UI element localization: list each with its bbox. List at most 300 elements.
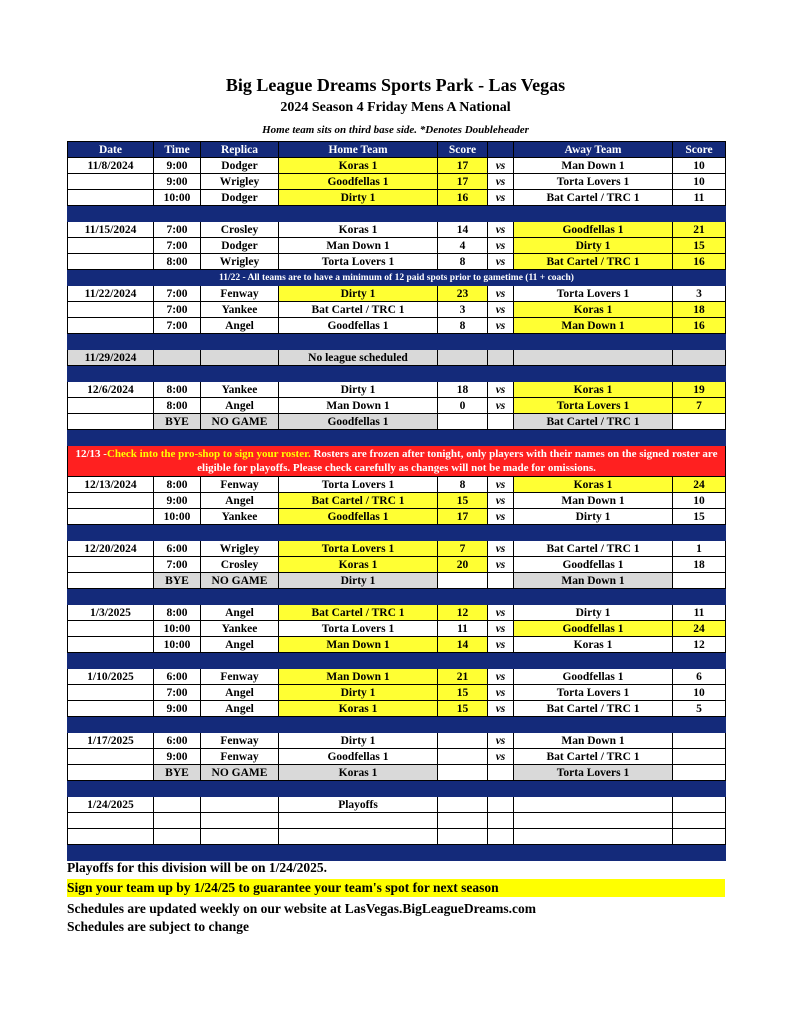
game-time: 7:00 bbox=[154, 302, 201, 318]
away-score: 18 bbox=[673, 557, 726, 573]
away-score bbox=[673, 797, 726, 813]
away-score: 11 bbox=[673, 605, 726, 621]
game-row bbox=[68, 765, 726, 781]
game-date bbox=[68, 493, 154, 509]
vs-label: vs bbox=[488, 541, 514, 557]
vs-label bbox=[488, 829, 514, 845]
game-row bbox=[68, 557, 726, 573]
away-score: 16 bbox=[673, 254, 726, 270]
game-time: 9:00 bbox=[154, 493, 201, 509]
home-team: Goodfellas 1 bbox=[279, 509, 438, 525]
away-team bbox=[514, 797, 673, 813]
away-score: 15 bbox=[673, 509, 726, 525]
game-time: 7:00 bbox=[154, 222, 201, 238]
game-date bbox=[68, 621, 154, 637]
game-time: 9:00 bbox=[154, 749, 201, 765]
away-team: Bat Cartel / TRC 1 bbox=[514, 541, 673, 557]
vs-label: vs bbox=[488, 637, 514, 653]
game-row bbox=[68, 573, 726, 589]
game-time: 8:00 bbox=[154, 605, 201, 621]
game-replica: Yankee bbox=[201, 509, 279, 525]
game-row bbox=[68, 685, 726, 701]
home-team: Dirty 1 bbox=[279, 382, 438, 398]
home-score: 17 bbox=[438, 174, 488, 190]
home-team: Bat Cartel / TRC 1 bbox=[279, 302, 438, 318]
away-score: 16 bbox=[673, 318, 726, 334]
away-score bbox=[673, 573, 726, 589]
away-score: 3 bbox=[673, 286, 726, 302]
away-team: Goodfellas 1 bbox=[514, 557, 673, 573]
game-time: 9:00 bbox=[154, 174, 201, 190]
vs-label: vs bbox=[488, 621, 514, 637]
game-row bbox=[68, 302, 726, 318]
game-date bbox=[68, 174, 154, 190]
vs-label bbox=[488, 414, 514, 430]
home-team: Koras 1 bbox=[279, 557, 438, 573]
home-team: Playoffs bbox=[279, 797, 438, 813]
home-team: Bat Cartel / TRC 1 bbox=[279, 605, 438, 621]
separator-cell bbox=[68, 206, 726, 222]
home-team: Dirty 1 bbox=[279, 573, 438, 589]
away-team bbox=[514, 350, 673, 366]
game-replica bbox=[201, 350, 279, 366]
alert-text: Rosters are frozen after tonight, only players with their names on the signed roster are eligible for playoffs. Please check carefully as changes will not be made for omissions. bbox=[197, 448, 718, 474]
away-team: Bat Cartel / TRC 1 bbox=[514, 414, 673, 430]
game-date: 1/3/2025 bbox=[68, 605, 154, 621]
game-time: 7:00 bbox=[154, 318, 201, 334]
vs-label bbox=[488, 573, 514, 589]
home-score: 0 bbox=[438, 398, 488, 414]
away-score bbox=[673, 749, 726, 765]
game-time bbox=[154, 350, 201, 366]
home-team: Dirty 1 bbox=[279, 190, 438, 206]
away-score bbox=[673, 813, 726, 829]
away-score: 19 bbox=[673, 382, 726, 398]
game-row bbox=[68, 382, 726, 398]
game-time bbox=[154, 797, 201, 813]
game-date bbox=[68, 701, 154, 717]
notice-row bbox=[68, 270, 726, 286]
game-replica: Angel bbox=[201, 398, 279, 414]
vs-label: vs bbox=[488, 318, 514, 334]
separator-row bbox=[68, 845, 726, 861]
game-time: 6:00 bbox=[154, 669, 201, 685]
game-time bbox=[154, 829, 201, 845]
home-team: Koras 1 bbox=[279, 765, 438, 781]
separator-row bbox=[68, 589, 726, 605]
game-replica: Angel bbox=[201, 701, 279, 717]
vs-label: vs bbox=[488, 302, 514, 318]
game-replica: Yankee bbox=[201, 382, 279, 398]
game-replica bbox=[201, 813, 279, 829]
home-team: Goodfellas 1 bbox=[279, 174, 438, 190]
game-row bbox=[68, 350, 726, 366]
game-replica: Fenway bbox=[201, 669, 279, 685]
home-score: 7 bbox=[438, 541, 488, 557]
home-score: 20 bbox=[438, 557, 488, 573]
game-time: BYE bbox=[154, 414, 201, 430]
game-replica: Yankee bbox=[201, 621, 279, 637]
home-team bbox=[279, 813, 438, 829]
vs-label: vs bbox=[488, 190, 514, 206]
game-time: 10:00 bbox=[154, 621, 201, 637]
game-date bbox=[68, 414, 154, 430]
game-date: 11/8/2024 bbox=[68, 158, 154, 174]
home-team: Torta Lovers 1 bbox=[279, 254, 438, 270]
game-replica: Wrigley bbox=[201, 174, 279, 190]
game-date bbox=[68, 238, 154, 254]
game-row bbox=[68, 541, 726, 557]
col-header-away-team: Away Team bbox=[514, 142, 673, 158]
game-row bbox=[68, 701, 726, 717]
game-time: 8:00 bbox=[154, 382, 201, 398]
game-date: 12/13/2024 bbox=[68, 477, 154, 493]
game-date: 1/17/2025 bbox=[68, 733, 154, 749]
away-team: Koras 1 bbox=[514, 477, 673, 493]
away-score: 24 bbox=[673, 621, 726, 637]
away-score: 7 bbox=[673, 398, 726, 414]
separator-row bbox=[68, 206, 726, 222]
roster-alert bbox=[68, 446, 726, 477]
game-replica: Dodger bbox=[201, 158, 279, 174]
vs-label: vs bbox=[488, 174, 514, 190]
game-replica: Dodger bbox=[201, 238, 279, 254]
separator-row bbox=[68, 781, 726, 797]
away-team: Torta Lovers 1 bbox=[514, 174, 673, 190]
home-score bbox=[438, 573, 488, 589]
home-score bbox=[438, 797, 488, 813]
vs-label: vs bbox=[488, 749, 514, 765]
away-team: Torta Lovers 1 bbox=[514, 765, 673, 781]
home-team-note: Home team sits on third base side. *Denotes Doubleheader bbox=[262, 124, 529, 136]
game-replica: Fenway bbox=[201, 286, 279, 302]
home-team: Man Down 1 bbox=[279, 637, 438, 653]
home-team: Bat Cartel / TRC 1 bbox=[279, 493, 438, 509]
game-time: 10:00 bbox=[154, 509, 201, 525]
game-time: 7:00 bbox=[154, 286, 201, 302]
home-score: 15 bbox=[438, 701, 488, 717]
game-replica: Fenway bbox=[201, 733, 279, 749]
home-score: 4 bbox=[438, 238, 488, 254]
game-time: 7:00 bbox=[154, 238, 201, 254]
col-header-away-score: Score bbox=[673, 142, 726, 158]
away-team: Goodfellas 1 bbox=[514, 621, 673, 637]
game-date: 11/22/2024 bbox=[68, 286, 154, 302]
separator-cell bbox=[68, 334, 726, 350]
away-team: Dirty 1 bbox=[514, 238, 673, 254]
away-team bbox=[514, 829, 673, 845]
game-row bbox=[68, 813, 726, 829]
away-team: Dirty 1 bbox=[514, 605, 673, 621]
game-row bbox=[68, 238, 726, 254]
game-time: 10:00 bbox=[154, 637, 201, 653]
game-row bbox=[68, 254, 726, 270]
away-team: Man Down 1 bbox=[514, 158, 673, 174]
home-score: 14 bbox=[438, 222, 488, 238]
home-score bbox=[438, 813, 488, 829]
header-row bbox=[68, 142, 726, 158]
game-date bbox=[68, 749, 154, 765]
game-row bbox=[68, 414, 726, 430]
game-replica: Dodger bbox=[201, 190, 279, 206]
home-team: No league scheduled bbox=[279, 350, 438, 366]
separator-cell bbox=[68, 845, 726, 861]
vs-label: vs bbox=[488, 477, 514, 493]
home-score: 17 bbox=[438, 158, 488, 174]
game-date bbox=[68, 573, 154, 589]
vs-label bbox=[488, 813, 514, 829]
away-score bbox=[673, 414, 726, 430]
home-team: Man Down 1 bbox=[279, 398, 438, 414]
separator-row bbox=[68, 717, 726, 733]
game-row bbox=[68, 621, 726, 637]
game-time: 8:00 bbox=[154, 398, 201, 414]
away-team bbox=[514, 813, 673, 829]
vs-label bbox=[488, 765, 514, 781]
col-header-home-score: Score bbox=[438, 142, 488, 158]
change-note: Schedules are subject to change bbox=[67, 919, 249, 934]
home-team: Koras 1 bbox=[279, 222, 438, 238]
game-replica: Angel bbox=[201, 605, 279, 621]
vs-label: vs bbox=[488, 605, 514, 621]
vs-label bbox=[488, 797, 514, 813]
home-score bbox=[438, 350, 488, 366]
away-team: Bat Cartel / TRC 1 bbox=[514, 701, 673, 717]
alert-highlight: Check into the pro-shop to sign your roster. bbox=[106, 448, 311, 460]
game-date: 1/10/2025 bbox=[68, 669, 154, 685]
game-date bbox=[68, 765, 154, 781]
game-time: 8:00 bbox=[154, 477, 201, 493]
game-replica: Wrigley bbox=[201, 254, 279, 270]
game-date: 12/20/2024 bbox=[68, 541, 154, 557]
vs-label: vs bbox=[488, 254, 514, 270]
vs-label: vs bbox=[488, 509, 514, 525]
away-score: 1 bbox=[673, 541, 726, 557]
vs-label: vs bbox=[488, 557, 514, 573]
game-replica: Wrigley bbox=[201, 541, 279, 557]
away-team: Man Down 1 bbox=[514, 318, 673, 334]
game-replica bbox=[201, 797, 279, 813]
home-score bbox=[438, 414, 488, 430]
away-team: Dirty 1 bbox=[514, 509, 673, 525]
away-score: 24 bbox=[673, 477, 726, 493]
vs-label: vs bbox=[488, 685, 514, 701]
vs-label bbox=[488, 350, 514, 366]
home-team: Dirty 1 bbox=[279, 733, 438, 749]
game-date bbox=[68, 829, 154, 845]
home-score: 15 bbox=[438, 493, 488, 509]
game-replica bbox=[201, 829, 279, 845]
vs-label: vs bbox=[488, 222, 514, 238]
home-score bbox=[438, 765, 488, 781]
vs-label: vs bbox=[488, 701, 514, 717]
away-team: Man Down 1 bbox=[514, 733, 673, 749]
game-time: 9:00 bbox=[154, 701, 201, 717]
away-score: 11 bbox=[673, 190, 726, 206]
home-team: Man Down 1 bbox=[279, 669, 438, 685]
away-team: Koras 1 bbox=[514, 382, 673, 398]
away-team: Goodfellas 1 bbox=[514, 669, 673, 685]
separator-cell bbox=[68, 525, 726, 541]
game-row bbox=[68, 509, 726, 525]
game-replica: Angel bbox=[201, 318, 279, 334]
game-replica: Crosley bbox=[201, 222, 279, 238]
away-score: 10 bbox=[673, 158, 726, 174]
game-replica: Angel bbox=[201, 685, 279, 701]
alert-date: 12/13 - bbox=[75, 448, 107, 460]
vs-label: vs bbox=[488, 669, 514, 685]
separator-row bbox=[68, 525, 726, 541]
home-team: Goodfellas 1 bbox=[279, 318, 438, 334]
col-header-replica: Replica bbox=[201, 142, 279, 158]
game-row bbox=[68, 222, 726, 238]
game-date bbox=[68, 557, 154, 573]
separator-cell bbox=[68, 366, 726, 382]
home-score: 23 bbox=[438, 286, 488, 302]
game-replica: Yankee bbox=[201, 302, 279, 318]
away-score: 12 bbox=[673, 637, 726, 653]
away-score bbox=[673, 829, 726, 845]
home-team bbox=[279, 829, 438, 845]
vs-label: vs bbox=[488, 493, 514, 509]
game-replica: Angel bbox=[201, 637, 279, 653]
home-team: Dirty 1 bbox=[279, 685, 438, 701]
away-score: 6 bbox=[673, 669, 726, 685]
home-score: 3 bbox=[438, 302, 488, 318]
game-time: BYE bbox=[154, 765, 201, 781]
game-replica: Angel bbox=[201, 493, 279, 509]
separator-cell bbox=[68, 717, 726, 733]
schedule-body bbox=[68, 158, 726, 861]
game-row bbox=[68, 733, 726, 749]
away-team: Torta Lovers 1 bbox=[514, 286, 673, 302]
home-team: Torta Lovers 1 bbox=[279, 541, 438, 557]
game-replica: NO GAME bbox=[201, 765, 279, 781]
separator-row bbox=[68, 430, 726, 446]
away-score bbox=[673, 765, 726, 781]
schedule-table bbox=[67, 141, 726, 861]
game-row bbox=[68, 605, 726, 621]
home-team: Goodfellas 1 bbox=[279, 749, 438, 765]
game-date bbox=[68, 685, 154, 701]
game-date bbox=[68, 190, 154, 206]
game-row bbox=[68, 637, 726, 653]
game-row bbox=[68, 749, 726, 765]
game-time: 6:00 bbox=[154, 733, 201, 749]
game-date bbox=[68, 318, 154, 334]
home-team: Koras 1 bbox=[279, 158, 438, 174]
signup-note: Sign your team up by 1/24/25 to guarantee your team's spot for next season bbox=[67, 879, 725, 897]
game-replica: Fenway bbox=[201, 749, 279, 765]
away-score: 10 bbox=[673, 174, 726, 190]
game-time: 7:00 bbox=[154, 685, 201, 701]
home-score: 16 bbox=[438, 190, 488, 206]
roster-alert-row bbox=[68, 446, 726, 477]
home-score: 11 bbox=[438, 621, 488, 637]
away-team: Koras 1 bbox=[514, 302, 673, 318]
game-row bbox=[68, 158, 726, 174]
notice-text: 11/22 - All teams are to have a minimum of 12 paid spots prior to gametime (11 + coach) bbox=[68, 270, 726, 286]
game-date bbox=[68, 813, 154, 829]
home-score: 18 bbox=[438, 382, 488, 398]
away-team: Torta Lovers 1 bbox=[514, 685, 673, 701]
vs-label: vs bbox=[488, 733, 514, 749]
col-header-time: Time bbox=[154, 142, 201, 158]
game-row bbox=[68, 286, 726, 302]
home-score: 8 bbox=[438, 477, 488, 493]
away-team: Man Down 1 bbox=[514, 573, 673, 589]
game-time: 10:00 bbox=[154, 190, 201, 206]
separator-row bbox=[68, 366, 726, 382]
away-score: 18 bbox=[673, 302, 726, 318]
home-score: 12 bbox=[438, 605, 488, 621]
separator-cell bbox=[68, 430, 726, 446]
away-score: 5 bbox=[673, 701, 726, 717]
game-date bbox=[68, 254, 154, 270]
separator-cell bbox=[68, 589, 726, 605]
away-score: 10 bbox=[673, 685, 726, 701]
col-header-home-team: Home Team bbox=[279, 142, 438, 158]
home-score: 21 bbox=[438, 669, 488, 685]
home-score bbox=[438, 829, 488, 845]
home-team: Dirty 1 bbox=[279, 286, 438, 302]
game-row bbox=[68, 190, 726, 206]
away-score: 21 bbox=[673, 222, 726, 238]
game-replica: NO GAME bbox=[201, 414, 279, 430]
away-score bbox=[673, 733, 726, 749]
game-row bbox=[68, 669, 726, 685]
home-team: Torta Lovers 1 bbox=[279, 477, 438, 493]
game-date: 1/24/2025 bbox=[68, 797, 154, 813]
game-date: 11/15/2024 bbox=[68, 222, 154, 238]
home-score bbox=[438, 733, 488, 749]
playoffs-note: Playoffs for this division will be on 1/24/2025. bbox=[67, 860, 328, 875]
away-team: Man Down 1 bbox=[514, 493, 673, 509]
vs-label: vs bbox=[488, 238, 514, 254]
vs-label: vs bbox=[488, 286, 514, 302]
game-replica: Fenway bbox=[201, 477, 279, 493]
home-team: Torta Lovers 1 bbox=[279, 621, 438, 637]
game-date: 11/29/2024 bbox=[68, 350, 154, 366]
col-header-vs bbox=[488, 142, 514, 158]
vs-label: vs bbox=[488, 382, 514, 398]
game-row bbox=[68, 318, 726, 334]
game-row bbox=[68, 493, 726, 509]
game-row bbox=[68, 398, 726, 414]
away-team: Bat Cartel / TRC 1 bbox=[514, 749, 673, 765]
home-score: 14 bbox=[438, 637, 488, 653]
home-team: Koras 1 bbox=[279, 701, 438, 717]
away-score: 10 bbox=[673, 493, 726, 509]
page-subtitle: 2024 Season 4 Friday Mens A National bbox=[280, 100, 511, 115]
game-row bbox=[68, 829, 726, 845]
game-time: 9:00 bbox=[154, 158, 201, 174]
game-date bbox=[68, 398, 154, 414]
vs-label: vs bbox=[488, 398, 514, 414]
website-note: Schedules are updated weekly on our website at LasVegas.BigLeagueDreams.com bbox=[67, 901, 537, 916]
home-team: Man Down 1 bbox=[279, 238, 438, 254]
home-team: Goodfellas 1 bbox=[279, 414, 438, 430]
game-time: 6:00 bbox=[154, 541, 201, 557]
separator-row bbox=[68, 653, 726, 669]
game-date bbox=[68, 302, 154, 318]
separator-cell bbox=[68, 653, 726, 669]
game-time: BYE bbox=[154, 573, 201, 589]
vs-label: vs bbox=[488, 158, 514, 174]
home-score bbox=[438, 749, 488, 765]
separator-cell bbox=[68, 781, 726, 797]
game-row bbox=[68, 477, 726, 493]
